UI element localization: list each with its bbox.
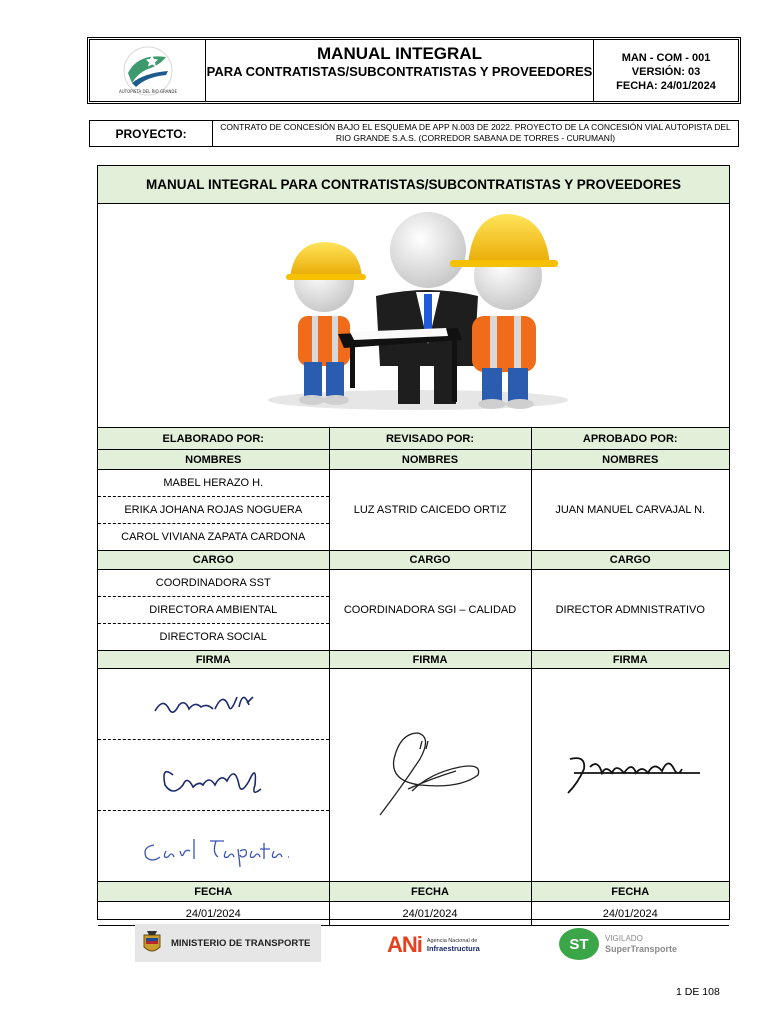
ani-text: Agencia Nacional de Infraestructura <box>426 938 480 953</box>
header-revisado: REVISADO POR: <box>329 428 531 450</box>
firma-label: FIRMA <box>531 651 729 669</box>
document-title: MANUAL INTEGRAL <box>317 44 482 63</box>
signature-grid <box>98 427 729 926</box>
aprobado-nombre: JUAN MANUEL CARVAJAL N. <box>531 470 729 551</box>
firma-label: FIRMA <box>329 651 531 669</box>
fecha-elaborado: 24/01/2024 <box>98 902 329 926</box>
elaborado-cargo: COORDINADORA SST <box>98 570 329 597</box>
cover-illustration <box>98 204 729 427</box>
page-number: 1 DE 108 <box>676 986 720 998</box>
coat-of-arms-icon <box>141 929 163 957</box>
main-title: MANUAL INTEGRAL PARA CONTRATISTAS/SUBCONTRATISTAS Y PROVEEDORES <box>98 166 729 204</box>
nombres-label: NOMBRES <box>531 450 729 470</box>
elaborado-cargo: DIRECTORA SOCIAL <box>159 631 267 643</box>
project-description: CONTRATO DE CONCESIÓN BAJO EL ESQUEMA DE APP N.003 DE 2022. PROYECTO DE LA CONCESIÓN VIAL AUTOPISTA DEL RIO GRANDE S.A.S. (CORREDOR SABANA DE TORRES - CURUMANÍ) <box>220 122 731 143</box>
fecha-aprobado: 24/01/2024 <box>531 902 729 926</box>
cargo-label: CARGO <box>98 551 329 570</box>
document-version: VERSIÓN: 03 <box>631 66 701 78</box>
st-text: VIGILADO SuperTransporte <box>605 934 678 954</box>
header-elaborado: ELABORADO POR: <box>98 428 329 450</box>
cargo-label: CARGO <box>329 551 531 570</box>
signature-2 <box>98 740 329 811</box>
svg-text:AUTOPISTA DEL RIO GRANDE: AUTOPISTA DEL RIO GRANDE <box>118 88 177 94</box>
cargo-label: CARGO <box>531 551 729 570</box>
nombres-label: NOMBRES <box>98 450 329 470</box>
st-mark: ST <box>559 928 599 960</box>
ministerio-logo <box>135 924 321 962</box>
header-meta-cell <box>594 40 738 101</box>
document-code: MAN - COM - 001 <box>621 52 711 64</box>
footer-logos <box>133 924 713 964</box>
company-logo <box>90 40 206 101</box>
signature-3 <box>98 811 329 881</box>
fecha-revisado: 24/01/2024 <box>329 902 531 926</box>
elaborado-cargo: DIRECTORA AMBIENTAL <box>98 597 329 624</box>
nombres-label: NOMBRES <box>329 450 531 470</box>
aprobado-firma <box>531 669 729 882</box>
elaborado-firmas-cell <box>98 669 329 882</box>
ani-mark: ANi <box>387 932 422 957</box>
revisado-nombre: LUZ ASTRID CAICEDO ORTIZ <box>329 470 531 551</box>
supertransporte-logo <box>559 926 709 962</box>
elaborado-cargos-cell <box>98 570 329 651</box>
signature-1 <box>98 669 329 740</box>
elaborado-nombre: CAROL VIVIANA ZAPATA CARDONA <box>121 531 306 543</box>
approval-table <box>97 165 730 920</box>
document-subtitle: PARA CONTRATISTAS/SUBCONTRATISTAS Y PROVEEDORES <box>206 64 593 79</box>
ani-logo <box>387 930 517 960</box>
elaborado-nombre: MABEL HERAZO H. <box>98 470 329 497</box>
fecha-label: FECHA <box>329 882 531 902</box>
project-row <box>89 120 739 147</box>
header-aprobado: APROBADO POR: <box>531 428 729 450</box>
firma-label: FIRMA <box>98 651 329 669</box>
fecha-label: FECHA <box>531 882 729 902</box>
elaborado-nombres-cell <box>98 470 329 551</box>
document-date: FECHA: 24/01/2024 <box>616 80 716 92</box>
ministerio-text: MINISTERIO DE TRANSPORTE <box>171 937 311 949</box>
aprobado-cargo: DIRECTOR ADMNISTRATIVO <box>531 570 729 651</box>
document-header <box>87 37 741 104</box>
revisado-firma <box>329 669 531 882</box>
header-title-cell <box>206 40 594 101</box>
elaborado-nombre: ERIKA JOHANA ROJAS NOGUERA <box>98 497 329 524</box>
project-label: PROYECTO: <box>90 121 213 146</box>
revisado-cargo: COORDINADORA SGI – CALIDAD <box>329 570 531 651</box>
fecha-label: FECHA <box>98 882 329 902</box>
